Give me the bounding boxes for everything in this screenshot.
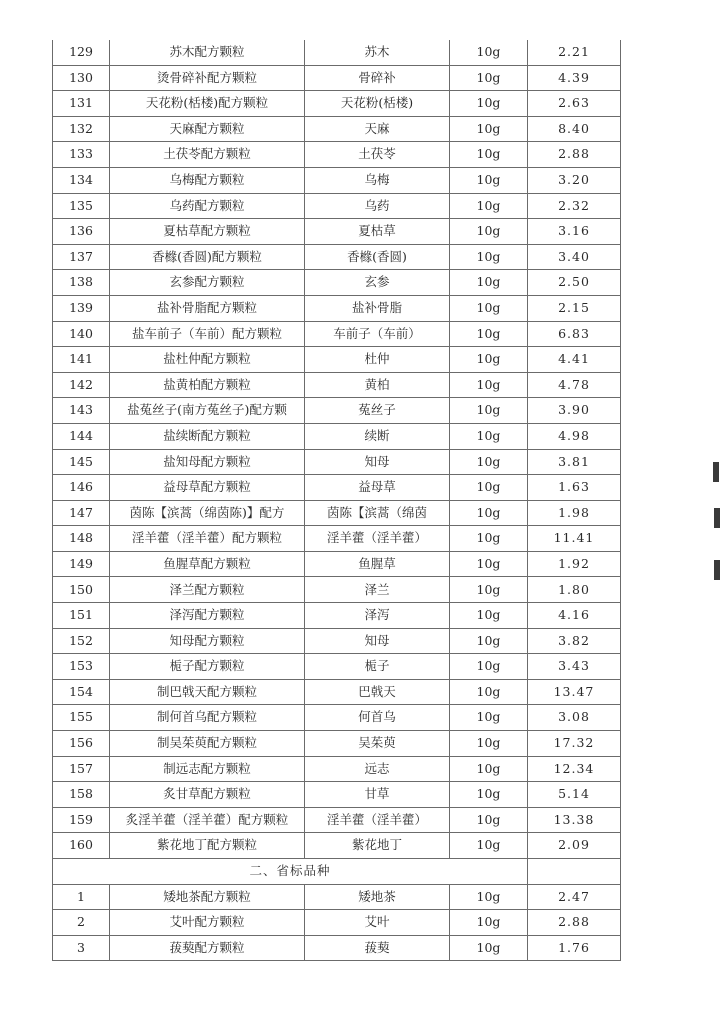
product-name: 盐菟丝子(南方菟丝子)配方颗 bbox=[110, 398, 305, 424]
specification: 10g bbox=[450, 270, 528, 296]
row-number: 136 bbox=[53, 219, 110, 245]
table-row bbox=[53, 731, 621, 757]
herb-name: 杜仲 bbox=[305, 347, 450, 373]
herb-name: 乌梅 bbox=[305, 167, 450, 193]
table-row bbox=[53, 398, 621, 424]
row-number: 159 bbox=[53, 807, 110, 833]
table-row bbox=[53, 500, 621, 526]
price: 11.41 bbox=[528, 526, 621, 552]
row-number: 144 bbox=[53, 423, 110, 449]
row-number: 146 bbox=[53, 475, 110, 501]
price: 1.76 bbox=[528, 935, 621, 961]
herb-name: 天麻 bbox=[305, 116, 450, 142]
price: 8.40 bbox=[528, 116, 621, 142]
specification: 10g bbox=[450, 449, 528, 475]
herb-name: 乌药 bbox=[305, 193, 450, 219]
specification: 10g bbox=[450, 833, 528, 859]
section-title: 二、省标品种 bbox=[53, 859, 528, 885]
table-row bbox=[53, 628, 621, 654]
herb-name: 续断 bbox=[305, 423, 450, 449]
herb-name: 菟丝子 bbox=[305, 398, 450, 424]
price: 2.09 bbox=[528, 833, 621, 859]
table-row bbox=[53, 679, 621, 705]
specification: 10g bbox=[450, 475, 528, 501]
row-number: 129 bbox=[53, 40, 110, 65]
herb-name: 矮地茶 bbox=[305, 884, 450, 910]
table-row bbox=[53, 270, 621, 296]
product-name: 紫花地丁配方颗粒 bbox=[110, 833, 305, 859]
row-number: 131 bbox=[53, 91, 110, 117]
table-row bbox=[53, 449, 621, 475]
herb-name: 骨碎补 bbox=[305, 65, 450, 91]
herb-name: 鱼腥草 bbox=[305, 551, 450, 577]
price: 3.82 bbox=[528, 628, 621, 654]
herb-name: 黄柏 bbox=[305, 372, 450, 398]
herb-name: 栀子 bbox=[305, 654, 450, 680]
table-row bbox=[53, 91, 621, 117]
herb-name: 菝葜 bbox=[305, 935, 450, 961]
product-name: 益母草配方颗粒 bbox=[110, 475, 305, 501]
specification: 10g bbox=[450, 116, 528, 142]
table-row bbox=[53, 40, 621, 65]
row-number: 137 bbox=[53, 244, 110, 270]
table-row bbox=[53, 295, 621, 321]
herb-name: 淫羊藿（淫羊藿） bbox=[305, 526, 450, 552]
table-row bbox=[53, 116, 621, 142]
table-row bbox=[53, 577, 621, 603]
specification: 10g bbox=[450, 603, 528, 629]
specification: 10g bbox=[450, 321, 528, 347]
specification: 10g bbox=[450, 731, 528, 757]
price: 5.14 bbox=[528, 782, 621, 808]
herb-name: 土茯苓 bbox=[305, 142, 450, 168]
product-name: 玄参配方颗粒 bbox=[110, 270, 305, 296]
product-name: 制何首乌配方颗粒 bbox=[110, 705, 305, 731]
specification: 10g bbox=[450, 654, 528, 680]
table-row bbox=[53, 603, 621, 629]
price: 3.90 bbox=[528, 398, 621, 424]
herb-name: 苏木 bbox=[305, 40, 450, 65]
product-name: 盐知母配方颗粒 bbox=[110, 449, 305, 475]
herb-name: 知母 bbox=[305, 628, 450, 654]
row-number: 140 bbox=[53, 321, 110, 347]
price: 2.88 bbox=[528, 142, 621, 168]
specification: 10g bbox=[450, 372, 528, 398]
table-row bbox=[53, 372, 621, 398]
specification: 10g bbox=[450, 244, 528, 270]
row-number: 157 bbox=[53, 756, 110, 782]
row-number: 141 bbox=[53, 347, 110, 373]
row-number: 150 bbox=[53, 577, 110, 603]
product-name: 土茯苓配方颗粒 bbox=[110, 142, 305, 168]
table-row bbox=[53, 756, 621, 782]
price: 4.98 bbox=[528, 423, 621, 449]
table-row bbox=[53, 551, 621, 577]
specification: 10g bbox=[450, 398, 528, 424]
price: 1.63 bbox=[528, 475, 621, 501]
product-name: 盐续断配方颗粒 bbox=[110, 423, 305, 449]
price: 3.43 bbox=[528, 654, 621, 680]
row-number: 147 bbox=[53, 500, 110, 526]
herb-name: 艾叶 bbox=[305, 910, 450, 936]
table-row bbox=[53, 782, 621, 808]
price: 4.41 bbox=[528, 347, 621, 373]
specification: 10g bbox=[450, 65, 528, 91]
specification: 10g bbox=[450, 219, 528, 245]
price: 1.92 bbox=[528, 551, 621, 577]
product-name: 天花粉(栝楼)配方颗粒 bbox=[110, 91, 305, 117]
product-name: 夏枯草配方颗粒 bbox=[110, 219, 305, 245]
price: 2.32 bbox=[528, 193, 621, 219]
row-number: 154 bbox=[53, 679, 110, 705]
herb-name: 夏枯草 bbox=[305, 219, 450, 245]
price: 2.50 bbox=[528, 270, 621, 296]
row-number: 3 bbox=[53, 935, 110, 961]
row-number: 153 bbox=[53, 654, 110, 680]
product-name: 炙甘草配方颗粒 bbox=[110, 782, 305, 808]
product-name: 制远志配方颗粒 bbox=[110, 756, 305, 782]
herb-name: 吴茱萸 bbox=[305, 731, 450, 757]
price: 13.38 bbox=[528, 807, 621, 833]
price: 3.20 bbox=[528, 167, 621, 193]
table-row bbox=[53, 219, 621, 245]
price: 2.47 bbox=[528, 884, 621, 910]
specification: 10g bbox=[450, 782, 528, 808]
table-row bbox=[53, 423, 621, 449]
row-number: 143 bbox=[53, 398, 110, 424]
row-number: 132 bbox=[53, 116, 110, 142]
price: 3.81 bbox=[528, 449, 621, 475]
product-name: 烫骨碎补配方颗粒 bbox=[110, 65, 305, 91]
price: 4.78 bbox=[528, 372, 621, 398]
specification: 10g bbox=[450, 628, 528, 654]
product-name: 炙淫羊藿（淫羊藿）配方颗粒 bbox=[110, 807, 305, 833]
specification: 10g bbox=[450, 705, 528, 731]
herb-name: 泽兰 bbox=[305, 577, 450, 603]
product-name: 苏木配方颗粒 bbox=[110, 40, 305, 65]
price: 3.08 bbox=[528, 705, 621, 731]
herb-name: 何首乌 bbox=[305, 705, 450, 731]
price: 2.15 bbox=[528, 295, 621, 321]
product-name: 泽泻配方颗粒 bbox=[110, 603, 305, 629]
herb-name: 盐补骨脂 bbox=[305, 295, 450, 321]
product-name: 栀子配方颗粒 bbox=[110, 654, 305, 680]
herb-name: 紫花地丁 bbox=[305, 833, 450, 859]
product-name: 天麻配方颗粒 bbox=[110, 116, 305, 142]
specification: 10g bbox=[450, 935, 528, 961]
product-name: 制巴戟天配方颗粒 bbox=[110, 679, 305, 705]
row-number: 130 bbox=[53, 65, 110, 91]
price: 12.34 bbox=[528, 756, 621, 782]
product-name: 制吴茱萸配方颗粒 bbox=[110, 731, 305, 757]
herb-name: 香橼(香圆) bbox=[305, 244, 450, 270]
table-row bbox=[53, 65, 621, 91]
main-table-body bbox=[53, 40, 621, 859]
specification: 10g bbox=[450, 40, 528, 65]
price: 3.16 bbox=[528, 219, 621, 245]
herb-name: 淫羊藿（淫羊藿） bbox=[305, 807, 450, 833]
row-number: 155 bbox=[53, 705, 110, 731]
price: 1.80 bbox=[528, 577, 621, 603]
table-row bbox=[53, 833, 621, 859]
specification: 10g bbox=[450, 526, 528, 552]
row-number: 135 bbox=[53, 193, 110, 219]
row-number: 139 bbox=[53, 295, 110, 321]
table-row bbox=[53, 475, 621, 501]
table-row bbox=[53, 321, 621, 347]
specification: 10g bbox=[450, 91, 528, 117]
table-row bbox=[53, 142, 621, 168]
row-number: 2 bbox=[53, 910, 110, 936]
price: 6.83 bbox=[528, 321, 621, 347]
price: 2.63 bbox=[528, 91, 621, 117]
table-row bbox=[53, 935, 621, 961]
row-number: 133 bbox=[53, 142, 110, 168]
table-row bbox=[53, 526, 621, 552]
row-number: 134 bbox=[53, 167, 110, 193]
herb-name: 玄参 bbox=[305, 270, 450, 296]
product-name: 盐黄柏配方颗粒 bbox=[110, 372, 305, 398]
price: 17.32 bbox=[528, 731, 621, 757]
table-row bbox=[53, 910, 621, 936]
price-table bbox=[52, 40, 621, 961]
row-number: 151 bbox=[53, 603, 110, 629]
row-number: 149 bbox=[53, 551, 110, 577]
table-row bbox=[53, 347, 621, 373]
specification: 10g bbox=[450, 884, 528, 910]
specification: 10g bbox=[450, 807, 528, 833]
product-name: 盐杜仲配方颗粒 bbox=[110, 347, 305, 373]
price: 13.47 bbox=[528, 679, 621, 705]
row-number: 138 bbox=[53, 270, 110, 296]
product-name: 香橼(香圆)配方颗粒 bbox=[110, 244, 305, 270]
price: 2.21 bbox=[528, 40, 621, 65]
product-name: 泽兰配方颗粒 bbox=[110, 577, 305, 603]
section-title-empty-cell bbox=[528, 859, 621, 885]
specification: 10g bbox=[450, 295, 528, 321]
product-name: 乌药配方颗粒 bbox=[110, 193, 305, 219]
row-number: 158 bbox=[53, 782, 110, 808]
product-name: 鱼腥草配方颗粒 bbox=[110, 551, 305, 577]
herb-name: 车前子（车前） bbox=[305, 321, 450, 347]
table-row bbox=[53, 884, 621, 910]
herb-name: 天花粉(栝楼) bbox=[305, 91, 450, 117]
herb-name: 知母 bbox=[305, 449, 450, 475]
product-name: 矮地茶配方颗粒 bbox=[110, 884, 305, 910]
table-row bbox=[53, 167, 621, 193]
product-name: 淫羊藿（淫羊藿）配方颗粒 bbox=[110, 526, 305, 552]
price: 4.16 bbox=[528, 603, 621, 629]
herb-name: 巴戟天 bbox=[305, 679, 450, 705]
herb-name: 远志 bbox=[305, 756, 450, 782]
herb-name: 甘草 bbox=[305, 782, 450, 808]
section-table-body bbox=[53, 884, 621, 961]
row-number: 142 bbox=[53, 372, 110, 398]
product-name: 盐补骨脂配方颗粒 bbox=[110, 295, 305, 321]
product-name: 知母配方颗粒 bbox=[110, 628, 305, 654]
price: 1.98 bbox=[528, 500, 621, 526]
price: 2.88 bbox=[528, 910, 621, 936]
specification: 10g bbox=[450, 756, 528, 782]
specification: 10g bbox=[450, 551, 528, 577]
price: 3.40 bbox=[528, 244, 621, 270]
table-row bbox=[53, 244, 621, 270]
herb-name: 益母草 bbox=[305, 475, 450, 501]
row-number: 1 bbox=[53, 884, 110, 910]
scan-edge-mark bbox=[709, 462, 721, 582]
herb-name: 茵陈【滨蒿（绵茵 bbox=[305, 500, 450, 526]
specification: 10g bbox=[450, 577, 528, 603]
specification: 10g bbox=[450, 910, 528, 936]
table-row bbox=[53, 807, 621, 833]
section-header bbox=[53, 859, 621, 885]
product-name: 茵陈【滨蒿（绵茵陈)】配方 bbox=[110, 500, 305, 526]
specification: 10g bbox=[450, 679, 528, 705]
row-number: 156 bbox=[53, 731, 110, 757]
specification: 10g bbox=[450, 347, 528, 373]
table-row bbox=[53, 705, 621, 731]
table-row bbox=[53, 654, 621, 680]
specification: 10g bbox=[450, 423, 528, 449]
row-number: 160 bbox=[53, 833, 110, 859]
table-row bbox=[53, 193, 621, 219]
herb-name: 泽泻 bbox=[305, 603, 450, 629]
price: 4.39 bbox=[528, 65, 621, 91]
product-name: 乌梅配方颗粒 bbox=[110, 167, 305, 193]
product-name: 菝葜配方颗粒 bbox=[110, 935, 305, 961]
row-number: 145 bbox=[53, 449, 110, 475]
product-name: 艾叶配方颗粒 bbox=[110, 910, 305, 936]
specification: 10g bbox=[450, 142, 528, 168]
row-number: 148 bbox=[53, 526, 110, 552]
row-number: 152 bbox=[53, 628, 110, 654]
specification: 10g bbox=[450, 167, 528, 193]
specification: 10g bbox=[450, 500, 528, 526]
specification: 10g bbox=[450, 193, 528, 219]
product-name: 盐车前子（车前）配方颗粒 bbox=[110, 321, 305, 347]
